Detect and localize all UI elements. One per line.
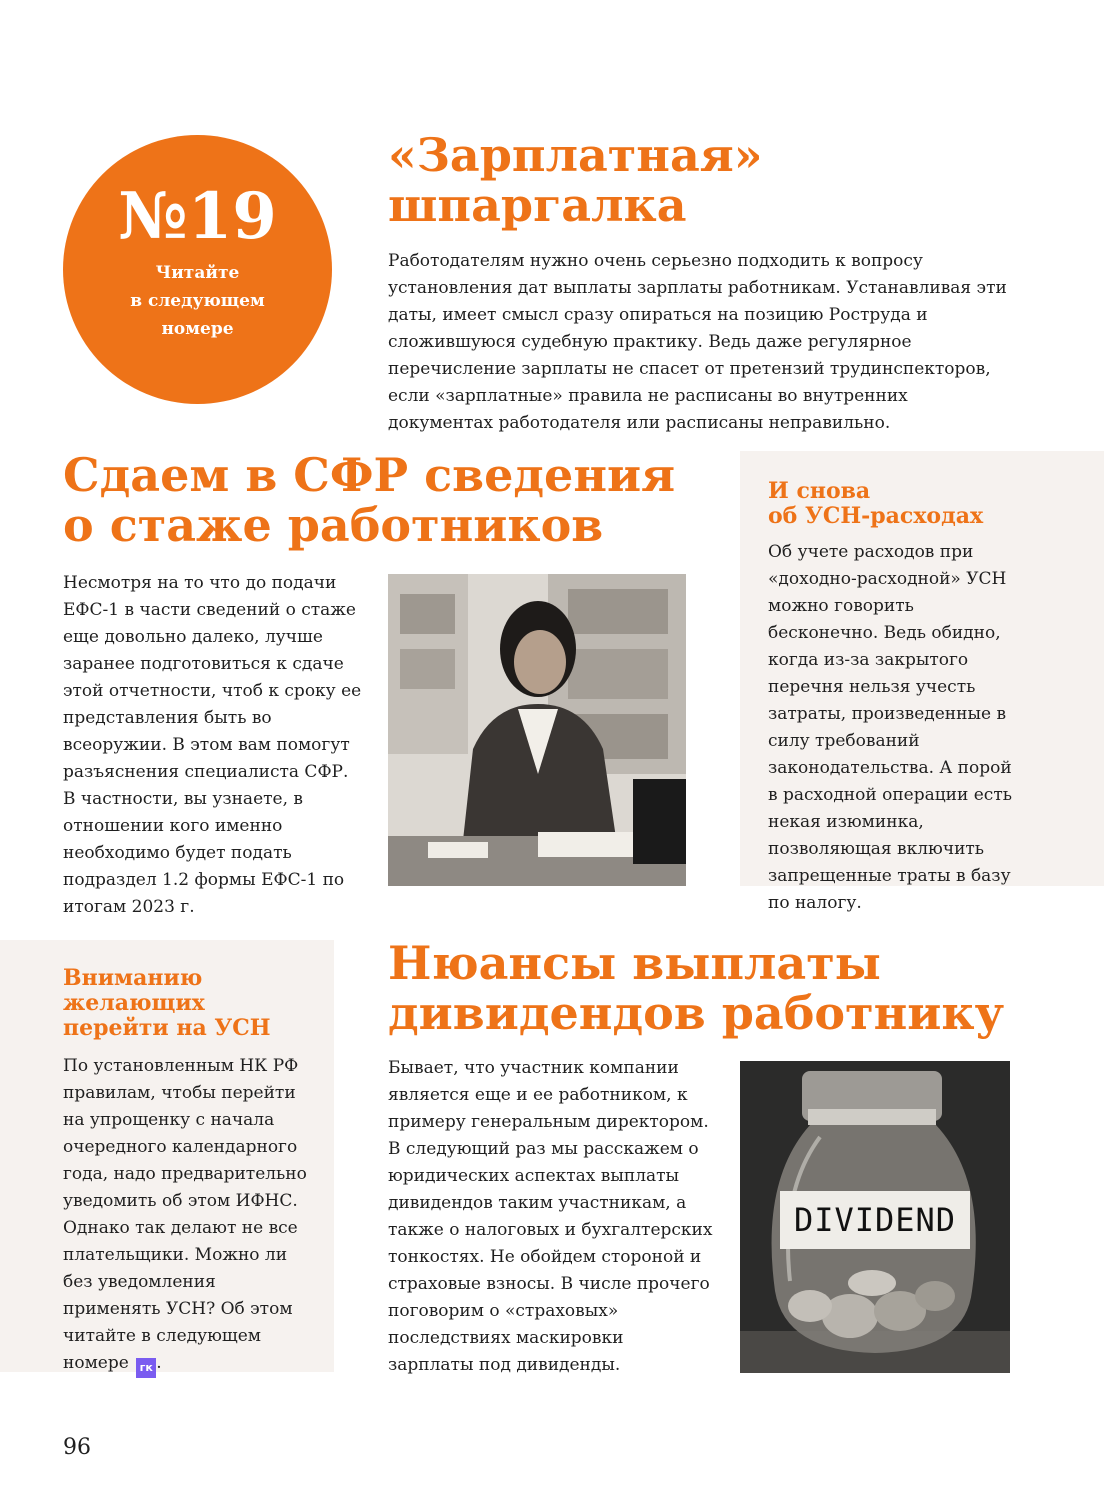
article-text: Бывает, что участник компании является еще и ее работником, к примеру генеральным директором. В следующий раз мы расскажем о юридических аспектах выплаты дивидендов таким участникам, а также о налоговых и бухгалтерских тонкостях. Не обойдем стороной и страховые взносы. В числе прочего поговорим о «страховых» последствиях маскировки зарплаты под дивиденды.: [388, 1058, 713, 1375]
article-text: Несмотря на то что до подачи ЕФС-1 в части сведений о стаже еще довольно далеко, лучше заранее подготовиться к сдаче этой отчетности, чтоб к сроку ее представления быть во всеоружии. В этом вам помогут разъяснения специалиста СФР. В частности, вы узнаете, в отношении кого именно необходимо будет подать подраздел 1.2 формы ЕФС-1 по итогам 2023 г.: [63, 573, 362, 917]
dividend-jar-photo: [740, 1061, 1010, 1373]
article-title: Сдаем в СФР сведения о стаже работников: [63, 448, 676, 552]
article-title: И снова об УСН-расходах: [768, 478, 984, 529]
article-text: По установленным НК РФ правилам, чтобы перейти на упрощенку с начала очередного календарного года, надо предварительно уведомить об этом ИФНС. Однако так делают не все плательщики. Можно ли без уведомления применять УСН? Об этом читайте в следующем номере гк .: [63, 1053, 311, 1378]
office-worker-photo: [388, 574, 686, 886]
article-text: Об учете расходов при «доходно-расходной» УСН можно говорить бесконечно. Ведь обидно, когда из-за закрытого перечня нельзя учесть затраты, произведенные в силу требований законодательства. А порой в расходной операции есть некая изюминка, позволяющая включить запрещенные траты в базу по налогу.: [768, 542, 1012, 913]
page-number: 96: [63, 1435, 91, 1460]
article-title: Вниманию желающих перейти на УСН: [63, 965, 271, 1041]
magazine-logo-icon: гк: [136, 1358, 156, 1378]
sidebar-panel-usn-transition: [0, 940, 334, 1372]
issue-number: №19: [118, 179, 277, 254]
jar-label: DIVIDEND: [793, 1201, 957, 1239]
next-issue-badge: [63, 135, 332, 404]
article-sfr-experience: [63, 450, 703, 550]
article-salary-cheatsheet: [388, 130, 1028, 437]
article-title: «Зарплатная» шпаргалка: [388, 128, 763, 232]
article-dividends: [388, 938, 1088, 1038]
badge-caption: Читайте в следующем номере: [130, 263, 265, 339]
sidebar-panel-usn-expenses: [740, 451, 1104, 913]
article-text: Работодателям нужно очень серьезно подходить к вопросу установления дат выплаты зарплаты работникам. Устанавливая эти даты, имеет смысл сразу опираться на позицию Роструда и сложившуюся судебную практику. Ведь даже регулярное перечисление зарплаты не спасет от претензий трудинспекторов, если «зарплатные» правила не расписаны во внутренних документах работодателя или расписаны неправильно.: [388, 251, 1007, 433]
article-title: Нюансы выплаты дивидендов работнику: [388, 936, 1005, 1040]
